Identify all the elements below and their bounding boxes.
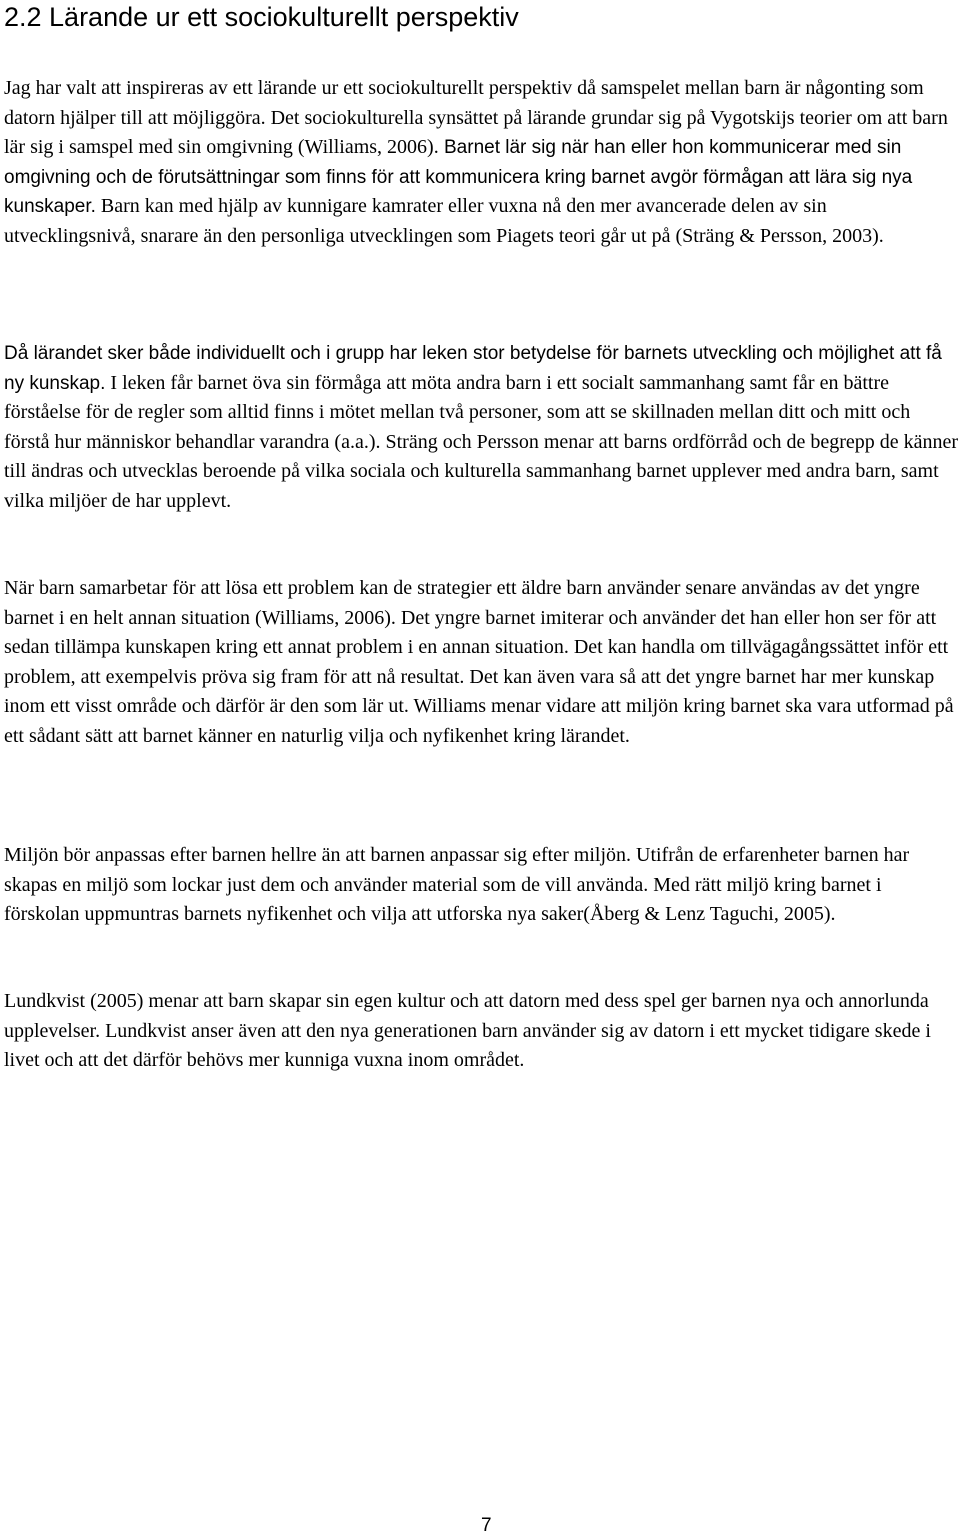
- paragraph-3: När barn samarbetar för att lösa ett problem kan de strategier ett äldre barn använder senare användas av det yngre barnet i en helt annan situation (Williams, 2006). Det yngre barnet imiterar och använder det han eller hon ser för att sedan tillämpa kunskapen kring ett annat problem i en annan situation. Det kan handla om tillvägagångssättet inför ett problem, att exempelvis pröva sig fram för att nå resultat. Det kan även vara så att det yngre barnet har mer kunskap inom ett visst område och därför är den som lär ut. Williams menar vidare att miljön kring barnet ska vara utformad på ett sådant sätt att barnet känner en naturlig vilja och nyfikenhet kring lärandet.: [4, 577, 954, 747]
- paragraph-1-part-1: Jag har valt att inspireras av ett lärande ur ett sociokulturellt perspektiv då samspelet mellan barn är någonting som datorn hjälper till att möjliggöra. Det sociokulturella synsättet på lärande grundar sig på Vygotskijs teorier om att barn lär sig i samspel med sin omgivning (Williams, 2006).: [4, 77, 948, 159]
- page-number: 7: [481, 1515, 492, 1536]
- section-heading: 2.2 Lärande ur ett sociokulturellt perspektiv: [4, 2, 519, 32]
- paragraph-1: [4, 74, 959, 252]
- paragraph-1-part-2: Barnet lär sig när han eller hon kommunicerar med sin omgivning och de förutsättningar som finns för att kommunicera kring barnet avgör förmågan att lära sig nya kunskaper.: [4, 137, 913, 218]
- paragraph-2-part-1: Då lärandet sker både individuellt och i grupp har leken stor betydelse för barnets utveckling och möjlighet att få ny kunskap.: [4, 343, 942, 394]
- paragraph-2-part-2: I leken får barnet öva sin förmåga att möta andra barn i ett socialt sammanhang samt får en bättre förståelse för de regler som alltid finns i mötet mellan två personer, som att se skillnaden mellan ditt och mitt och förstå hur människor behandlar varandra (a.a.). Sträng och Persson menar att barns ordförråd och de begrepp de känner till ändras och utvecklas beroende på vilka sociala och kulturella sammanhang barnet upplever med andra barn, samt vilka miljöer de har upplevt.: [4, 371, 959, 512]
- paragraph-4: Miljön bör anpassas efter barnen hellre än att barnen anpassar sig efter miljön. Utifrån de erfarenheter barnen har skapas en miljö som lockar just dem och använder material som de vill använda. Med rätt miljö kring barnet i förskolan uppmuntras barnets nyfikenhet och vilja att utforska nya saker(Åberg & Lenz Taguchi, 2005).: [4, 844, 910, 926]
- paragraph-1-part-3: Barn kan med hjälp av kunnigare kamrater eller vuxna nå den mer avancerade delen av sin utvecklingsnivå, snarare än den personliga utvecklingen som Piagets teori går ut på (Sträng & Persson, 2003).: [4, 195, 884, 247]
- paragraph-5: Lundkvist (2005) menar att barn skapar sin egen kultur och att datorn med dess spel ger barnen nya och annorlunda upplevelser. Lundkvist anser även att den nya generationen barn använder sig av datorn i ett mycket tidigare skede i livet och att det därför behövs mer kunniga vuxna inom området.: [4, 990, 931, 1072]
- paragraph-2: [4, 339, 959, 517]
